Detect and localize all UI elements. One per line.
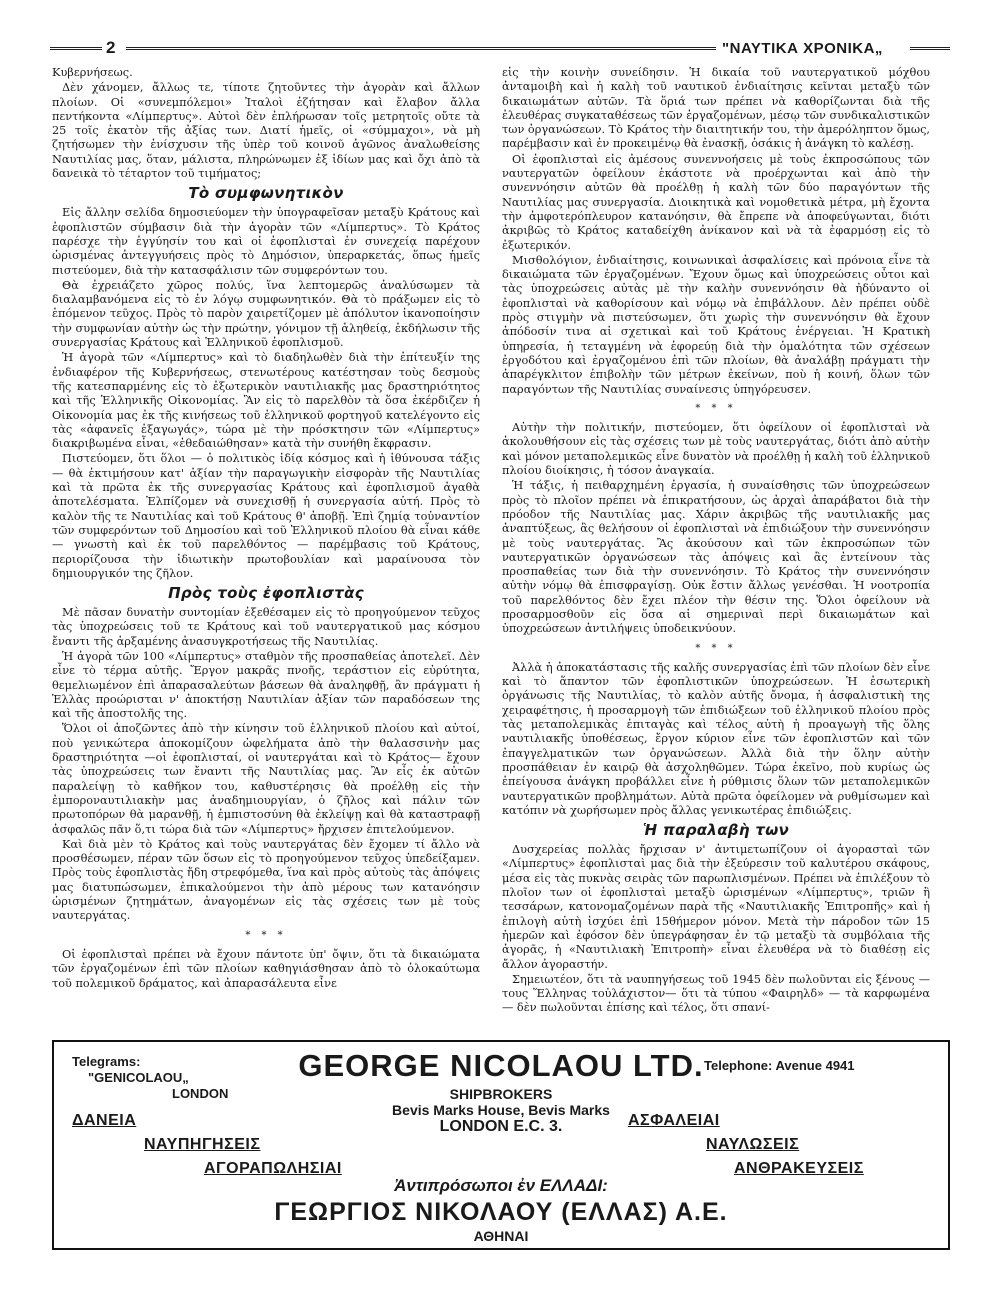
article-column-left <box>52 66 480 992</box>
section-separator: * * * <box>245 929 287 941</box>
paragraph: εἰς τὴν κοινὴν συνείδησιν. Ἡ δικαία τοῦ ναυτεργατικοῦ μόχθου ἀνταμοιβὴ καὶ ἡ καλὴ τοῦ ναυτικοῦ ἐνδιαίτησις κεῖνται μεταξὺ τῶν δικαιωμάτων αὐτῶν. Τὰ ὅριά των πρέπει νὰ καθορίζωνται διὰ τῆς ἐλευθέρας συγκαταθέσεως τῶν ἐργαζομένων, μέσῳ τῶν συνδικαλιστικῶν των ὀργανώσεων. Τὸ Κράτος τὴν διαιτητικήν του, τὴν ἀμερόληπτον ὅμως, παρέμβασιν καὶ ἐν προκειμένῳ θὰ ἐνασκῇ, ὁσάκις ἡ ἀνάγκη τὸ καλέσῃ. <box>502 66 930 151</box>
service-loans: ΔΑΝΕΙΑ <box>72 1112 137 1129</box>
section-heading: Πρὸς τοὺς ἐφοπλιστὰς <box>168 584 364 603</box>
paragraph: Δὲν χάνομεν, ἄλλως τε, τίποτε ζητοῦντες τὴν ἀγορὰν καὶ ἄλλων πλοίων. Οἱ «συνεμπόλεμοι» Ἰταλοὶ ἐζήτησαν καὶ ἔλαβον ἄλλα πεντήκοντα «Λίμπερτυς». Αὐτοὶ δὲν ἐπλήρωσαν τοῖς μετρητοῖς οὔτε τὰ 25 τοῖς ἑκατὸν τῆς ἀξίας των. Διατί ἡμεῖς, οἱ «σύμμαχοι», νὰ μὴ ζητήσωμεν τὴν ἐνίσχυσιν τῆς ὑπὲρ τοῦ κοινοῦ ἀγῶνος ἀναλωθείσης Ναυτιλίας μας, ὅταν, μάλιστα, πληρώνωμεν ἐξ ἰδίων μας καὶ ὄχι ἀπὸ τὰ δανεικὰ τὸ τέταρτον τοῦ τιμήματος; <box>52 81 480 181</box>
company-city: LONDON E.C. 3. <box>439 1118 563 1135</box>
telephone-number: Telephone: Avenue 4941 <box>704 1058 855 1073</box>
agents-heading: Ἀντιπρόσωποι ἐν ΕΛΛΑΔΙ: <box>394 1176 608 1195</box>
paragraph: Θὰ ἐχρειάζετο χῶρος πολύς, ἵνα λεπτομερῶς ἀναλύσωμεν τὰ διαλαμβανόμενα εἰς τὸ ἐν λόγῳ συμφωνητικόν. Θὰ τὸ πράξωμεν εἰς τὸ ἑπόμενον τεῦχος. Πρὸς τὸ παρὸν χαιρετίζομεν μὲ ἀπόλυτον ἱκανοποίησιν τὴν συμφωνίαν αὐτὴν ὡς τὴν πρώτην, γόνιμον τῇ ἀληθείᾳ, ἐκδήλωσιν τῆς συνεργασίας Κράτους καὶ Ἑλληνικοῦ ἐφοπλισμοῦ. <box>52 278 480 350</box>
section-separator: * * * <box>695 642 737 654</box>
paragraph: Ἡ ἀγορὰ τῶν «Λίμπερτυς» καὶ τὸ διαδηλωθὲν διὰ τὴν ἐπίτευξίν της ἐνδιαφέρον τῆς Κυβερνήσεως, στενωτέρους κατέστησαν τοὺς δεσμοὺς τῆς κατεσπαρμένης εἰς τὸ ἐξωτερικὸν ναυτιλιακῆς μας δραστηριότητος καὶ τῆς Ἑλληνικῆς Οἰκονομίας. Ἂν εἰς τὸ παρελθὸν τὰ ὅσα ἐκέρδιζεν ἡ Οἰκονομία μας ἐκ τῆς κινήσεως τοῦ ἑλληνικοῦ φορτηγοῦ κατελέγοντο εἰς τὰς «ἀφανεῖς ἐξαγωγάς», τώρα μὲ τὴν πρόσκτησιν τῶν «Λίμπερτυς» διακριβωμένα εἶναι, «ἐθεδαιώθησαν» κατὰ τὴν συνήθη ἔκφρασιν. <box>52 351 480 451</box>
paragraph: Κυβερνήσεως. <box>52 66 133 79</box>
paragraph: Δυσχερείας πολλὰς ἤρχισαν ν' ἀντιμετωπίζουν οἱ ἀγορασταὶ τῶν «Λίμπερτυς» ἐφοπλισταὶ μας διὰ τὴν ἐξεύρεσιν τοῦ καλυτέρου σκάφους, μέσα εἰς τὰς πυκνὰς σειρὰς τῶν παρωπλισμένων. Πρέπει νὰ ἐπιλέξουν τὸ πλοῖον των οἱ ἐφοπλισταὶ μεταξὺ ὡρισμένων «Λίμπερτυς», τριῶν ἢ τεσσάρων, κατονομαζομένων παρὰ τῆς «Ναυτιλιακῆς Ἐπιτροπῆς» καὶ ἡ ἐπιλογὴ αὐτὴ ἰσχύει ἐπὶ 15θήμερον μόνον. Μετὰ τὴν πάροδον τῶν 15 ἡμερῶν καὶ ἐφόσον δὲν ὑπεγράφησαν ἐν τῷ μεταξὺ τὰ συμβόλαια τῆς ἀγορᾶς, ἡ «Ναυτιλιακὴ Ἐπιτροπὴ» εἶναι ἐλευθέρα νὰ τὸ διαθέσῃ εἰς ἄλλον ἀγοραστήν. <box>502 843 930 971</box>
section-separator: * * * <box>695 402 737 414</box>
paragraph: Μὲ πᾶσαν δυνατὴν συντομίαν ἐξεθέσαμεν εἰς τὸ προηγούμενον τεῦχος τὰς ὑποχρεώσεις τοῦ τε Κράτους καὶ τοῦ ναυτεργατικοῦ μας κόσμου ἔναντι τῆς ἀρξαμένης ἀνασυγκροτήσεως τῆς Ναυτιλίας. <box>52 606 480 648</box>
telegrams-label: Telegrams: <box>72 1054 141 1069</box>
page-number: 2 <box>106 38 116 57</box>
paragraph: Αὐτὴν τὴν πολιτικήν, πιστεύομεν, ὅτι ὀφείλουν οἱ ἐφοπλισταὶ νὰ ἀκολουθήσουν εἰς τὰς σχέσεις των μὲ τοὺς ναυτεργάτας, διότι ἀπὸ αὐτὴν καὶ μόνον μεταπολεμικῶς εἶνε δυνατὸν νὰ προέλθῃ ἡ καλὴ τοῦ ἑλληνικοῦ πλοίου διοίκησις, ἡ τόσον ἀναγκαία. <box>502 421 930 478</box>
advertisement-box <box>52 1040 950 1250</box>
service-bunkering: ΑΝΘΡΑΚΕΥΣΕΙΣ <box>734 1160 864 1177</box>
telegrams-city: LONDON <box>172 1086 229 1101</box>
header-rule-left <box>50 47 102 50</box>
header-rule-middle <box>126 47 716 50</box>
service-shipbuilding: ΝΑΥΠΗΓΗΣΕΙΣ <box>144 1136 261 1153</box>
section-heading: Ἡ παραλαβὴ των <box>642 821 790 840</box>
paragraph: Καὶ διὰ μὲν τὸ Κράτος καὶ τοὺς ναυτεργάτας δὲν ἔχομεν τί ἄλλο νὰ προσθέσωμεν, πέραν τῶν ὅσων εἰς τὸ προηγούμενον τεῦχος ὑπεδείξαμεν. Πρὸς τοὺς ἐφοπλιστὰς ἤδη στρεφόμεθα, ἵνα καὶ πρὸς αὐτοὺς τὰς ἀπόψεις μας διατυπώσωμεν, ἐπικαλούμενοι τὴν ἀπὸ μέρους των κατανόησιν ὡρισμένων ζητημάτων, ἀναγομένων εἰς τὰς σχέσεις των μὲ τοὺς ναυτεργάτας. <box>52 837 480 923</box>
paragraph: Ὅλοι οἱ ἀποζῶντες ἀπὸ τὴν κίνησιν τοῦ ἑλληνικοῦ πλοίου καὶ αὐτοί, ποὺ γενικώτερα ἀποκομίζουν ὠφελήματα ἀπὸ τὴν θαλασσινὴν μας δραστηριότητα —οἱ ἐφοπλισταί, οἱ ναυτεργάται καὶ τὸ Κράτος— ἔχουν τὰς ὑποχρεώσεις των ἔναντι τῆς Ναυτιλίας μας. Ἂν εἷς ἐκ αὐτῶν παραλείψῃ τὸ καθῆκον του, καθυστέρησις θὰ προέλθῃ εἰς τὴν ἐμποροναυτιλιακὴν μας ἀναδημιουργίαν, ὁ ζῆλος καὶ πάλιν τῶν πρωτοπόρων θὰ μαρανθῇ, ἡ ἐμπιστοσύνη θὰ ἐκλείψῃ καὶ θὰ καταστραφῇ ἀσφαλῶς πᾶν ὅ,τι τώρα διὰ τῶν «Λίμπερτυς» ἤρχισεν ἐπιτελούμενον. <box>52 722 480 836</box>
paragraph: Εἰς ἄλλην σελίδα δημοσιεύομεν τὴν ὑπογραφεῖσαν μεταξὺ Κράτους καὶ ἐφοπλιστῶν σύμβασιν διὰ τὴν ἀγορὰν τῶν «Λίμπερτυς». Τὸ Κράτος παρέσχε τὴν ἐγγύησίν του καὶ οἱ ἐφοπλισταὶ ἐν συνεχείᾳ παρέχουν ὡρισμένας ἀντεγγυήσεις πρὸς τὸ Δημόσιον, ὑπεραρκετάς, ὅπως ἡμεῖς πιστεύομεν, διὰ τὴν κατασφάλισιν τῶν συμφερόντων του. <box>52 206 480 277</box>
service-insurance: ΑΣΦΑΛΕΙΑΙ <box>628 1112 720 1129</box>
telegrams-address: "GENICOLAOU„ <box>88 1070 189 1085</box>
greek-company-city: ΑΘΗΝΑΙ <box>473 1228 529 1244</box>
company-address: Bevis Marks House, Bevis Marks <box>392 1102 610 1118</box>
paragraph: Οἱ ἐφοπλισταὶ πρέπει νὰ ἔχουν πάντοτε ὑπ' ὄψιν, ὅτι τὰ δικαιώματα τῶν ἐργαζομένων ἐπὶ τῶν πλοίων καθηγιάσθησαν ἀπὸ τὸ ὁλοκαύτωμα τοῦ πολεμικοῦ δράματος, καὶ ἀπαρασάλευτα εἶνε <box>52 947 480 990</box>
paragraph: Πιστεύομεν, ὅτι ὅλοι — ὁ πολιτικὸς ἰδίᾳ κόσμος καὶ ἡ ἰθύνουσα τάξις — θὰ ἐκτιμήσουν κατ' ἀξίαν τὴν παραγωγικὴν εἰσφορὰν τῆς Ναυτιλίας καὶ τὰ πρῶτα ἐκ τῆς συνεργασίας Κράτους καὶ ἐφοπλισμοῦ ἀγαθὰ ἀποτελέσματα. Ἐλπίζομεν νὰ συνεχισθῇ ἡ συνεργασία αὐτή. Πρὸς τὸ καλὸν τῆς τε Ναυτιλίας καὶ τοῦ Κράτους θ' ἀποβῇ. Ἐπὶ ζημίᾳ τοὐναντίον τῶν συμφερόντων τοῦ Δημοσίου καὶ τοῦ Ἑλληνικοῦ πλοίου θὰ εἶναι κάθε — γνωστὴ καὶ ἐκ τοῦ παρελθόντος — παρέμβασις τοῦ Κράτους, περιορίζουσα τὴν ἰδιωτικὴν πρωτοβουλίαν καὶ μαραίνουσα τὸν δημιουργικόν της ζῆλον. <box>52 452 480 580</box>
article-column-right <box>502 66 930 1017</box>
service-chartering: ΝΑΥΛΩΣΕΙΣ <box>706 1136 800 1153</box>
paragraph: Οἱ ἐφοπλισταὶ εἰς ἀμέσους συνεννοήσεις μὲ τοὺς ἐκπροσώπους τῶν ναυτεργατῶν ὀφείλουν ἑκάστοτε νὰ προέρχωνται καὶ ἀπὸ τὴν συνεννόησιν αὐτῶν θὰ προέλθῃ ἡ καλὴ τῶν δύο παραγόντων τῆς Ναυτιλίας μας συνεργασία. Διοικητικὰ καὶ νομοθετικὰ μέτρα, μὴ ἔχοντα τὴν ἀμφοτερόπλευρον κατανόησιν, θὰ ἔπρεπε νὰ ἀποφεύγωνται, διότι ἀκριβῶς τὸ Κράτος καταδείχθη ἀνίκανον καὶ νὰ τὰ ἐφαρμόσῃ εἰς τὸ ἐξωτερικόν. <box>502 152 930 252</box>
paragraph: Μισθολόγιον, ἐνδιαίτησις, κοινωνικαὶ ἀσφαλίσεις καὶ πρόνοια εἶνε τὰ δικαιώματα τῶν ἐργαζομένων. Ἔχουν ὅμως καὶ ὑποχρεώσεις οὗτοι καὶ τὰς ὑποχρεώσεις αὐτὰς μὲ τὴν καλὴν συνεννόησιν θὰ ἠδύναντο οἱ ἐφοπλισταὶ νὰ καθορίσουν καὶ νόμῳ νὰ ἐπιβάλλουν. Δὲν πρέπει οὐδὲ πρὸς στιγμὴν νὰ πιστεύσωμεν, ὅτι χωρὶς τὴν συνεννόησιν θὰ ἔχουν ἀπόδοσίν τινα αἱ σχετικαὶ καὶ τοῦ Κράτους ἐνέργειαι. Ἡ Κρατικὴ ὑπηρεσία, ἡ τεταγμένη νὰ ἐφορεύῃ διὰ τὴν ὁμαλότητα τῶν σχέσεων ἐργοδότου καὶ ἐργαζομένου ἐπὶ τῶν πλοίων, θὰ ἀναλάβῃ πράγματι τὴν ἀπαρέγκλιτον ἐπιβολὴν τῶν μέτρων ἐκείνων, ποὺ ἡ κοινή, ὅλων τῶν παραγόντων τῆς Ναυτιλίας συναίνεσις ὑπηγόρευσεν. <box>502 253 930 396</box>
paragraph: Σημειωτέον, ὅτι τὰ ναυπηγήσεως τοῦ 1945 δὲν πωλοῦνται εἰς ξένους —τους Ἕλληνας τοὐλάχιστον— ὅτι τὰ τύπου «Φαιρηλδ» — τὰ καρφωμένα — δὲν πωλοῦνται ἐπίσης καὶ τέλος, ὅτι σπανί- <box>502 972 930 1015</box>
header-rule-right <box>910 47 950 50</box>
paragraph: Ἀλλὰ ἡ ἀποκατάστασις τῆς καλῆς συνεργασίας ἐπὶ τῶν πλοίων δὲν εἶνε καὶ τὸ ἅπαντον τῶν ἐφοπλιστικῶν ὑποχρεώσεων. Ἡ ἐσωτερικὴ ὀργάνωσις τῆς Ναυτιλίας, τὸ καλὸν αὐτῆς ὄνομα, ἡ ἀσφαλιστικὴ της χειραφέτησις, ἡ προσαρμογὴ τῶν ἐπιδιώξεων τοῦ ἑλληνικοῦ πλοίου πρὸς τὰς μεταπολεμικὰς ἐπιταγὰς καὶ τέλος αὐτὴ ἡ προαγωγὴ τῆς ὅλης ναυτιλιακῆς ὑποθέσεως, ἔργον κύριον εἶνε τῶν ἐφοπλιστῶν καὶ τῶν ἐπαγγελματικῶν των ὀργανώσεων. Ἀλλὰ διὰ τὴν ὅλην αὐτὴν προσπάθειαν ἐν καιρῷ θὰ ἀσχοληθῶμεν. Τώρα ἐκεῖνο, ποὺ κυρίως ὡς ἐπείγουσα ἀνάγκη προβάλλει εἶνε ἡ ρύθμισις ὅλων τῶν μεταπολεμικῶν ναυτεργατικῶν προβλημάτων. Αὐτὰ πρῶτα ὀφείλομεν νὰ ρυθμίσωμεν καὶ κατόπιν νὰ χωρήσωμεν πρὸς ἄλλας γενικωτέρας ἐπιδιώξεις. <box>502 660 930 817</box>
greek-company-name: ΓΕΩΡΓΙΟΣ ΝΙΚΟΛΑΟΥ (ΕΛΛΑΣ) Α.Ε. <box>274 1198 728 1226</box>
section-heading: Τὸ συμφωνητικὸν <box>188 184 344 203</box>
service-sale-purchase: ΑΓΟΡΑΠΩΛΗΣΙΑΙ <box>204 1160 342 1177</box>
masthead-title: "ΝΑΥΤΙΚΑ ΧΡΟΝΙΚΑ„ <box>722 40 883 57</box>
company-business: SHIPBROKERS <box>449 1086 553 1102</box>
paragraph: Ἡ ἀγορὰ τῶν 100 «Λίμπερτυς» σταθμὸν τῆς προσπαθείας ἀποτελεῖ. Δὲν εἶνε τὸ τέρμα αὐτῆς. Ἔργον μακρᾶς πνοῆς, τεράστιον εἰς εὐρύτητα, θεμελιωμένον ἐπὶ ἀπαρασαλεύτων βάσεων θὰ ἀναληφθῇ, ἂν πράγματι ἡ Ἑλλὰς προώρισται ν' ἀποκτήσῃ Ναυτιλίαν ἀξίαν τῶν παραδόσεων της καὶ τῆς ἀποστολῆς της. <box>52 649 480 721</box>
company-name: GEORGE NICOLAOU LTD. <box>298 1048 704 1083</box>
paragraph: Ἡ τάξις, ἡ πειθαρχημένη ἐργασία, ἡ συναίσθησις τῶν ὑποχρεώσεων πρὸς τὸ πλοῖον πρέπει νὰ ἐπικρατήσουν, ὡς ἀρχαὶ ἀπαράβατοι διὰ τὴν πρόοδον τῆς Ναυτιλίας μας. Χάριν ἀκριβῶς τῆς ναυτιλιακῆς μας ἀναπτύξεως, ἂς θελήσουν οἱ ἐφοπλισταὶ νὰ ἐπιδιώξουν τὴν συνεννόησιν μὲ τοὺς ναυτεργάτας. Ἂς ἀκούσουν καὶ τῶν ἐκπροσώπων τῶν ναυτεργατικῶν ὀργανώσεων τὰς ἀπόψεις καὶ ἂς ἐντείνουν τὰς προσπαθείας των διὰ τὴν συνεννόησιν. Τὸ Κράτος τὴν συνεννόησιν αὐτὴν νόμῳ θὰ ἐπισφραγίσῃ. Οὐκ ἔστιν ἄλλως γενέσθαι. Ἡ νοοτροπία τοῦ παρελθόντος δὲν ἔχει πλέον τὴν θέσιν της. Ὅλοι ὀφείλουν νὰ προσαρμοσθοῦν εἰς ὅσα αἱ σημεριναὶ περὶ δικαιωμάτων καὶ ὑποχρεώσεων ἀντιλήψεις ὑποδεικνύουν. <box>502 479 930 636</box>
page-header <box>50 38 950 58</box>
